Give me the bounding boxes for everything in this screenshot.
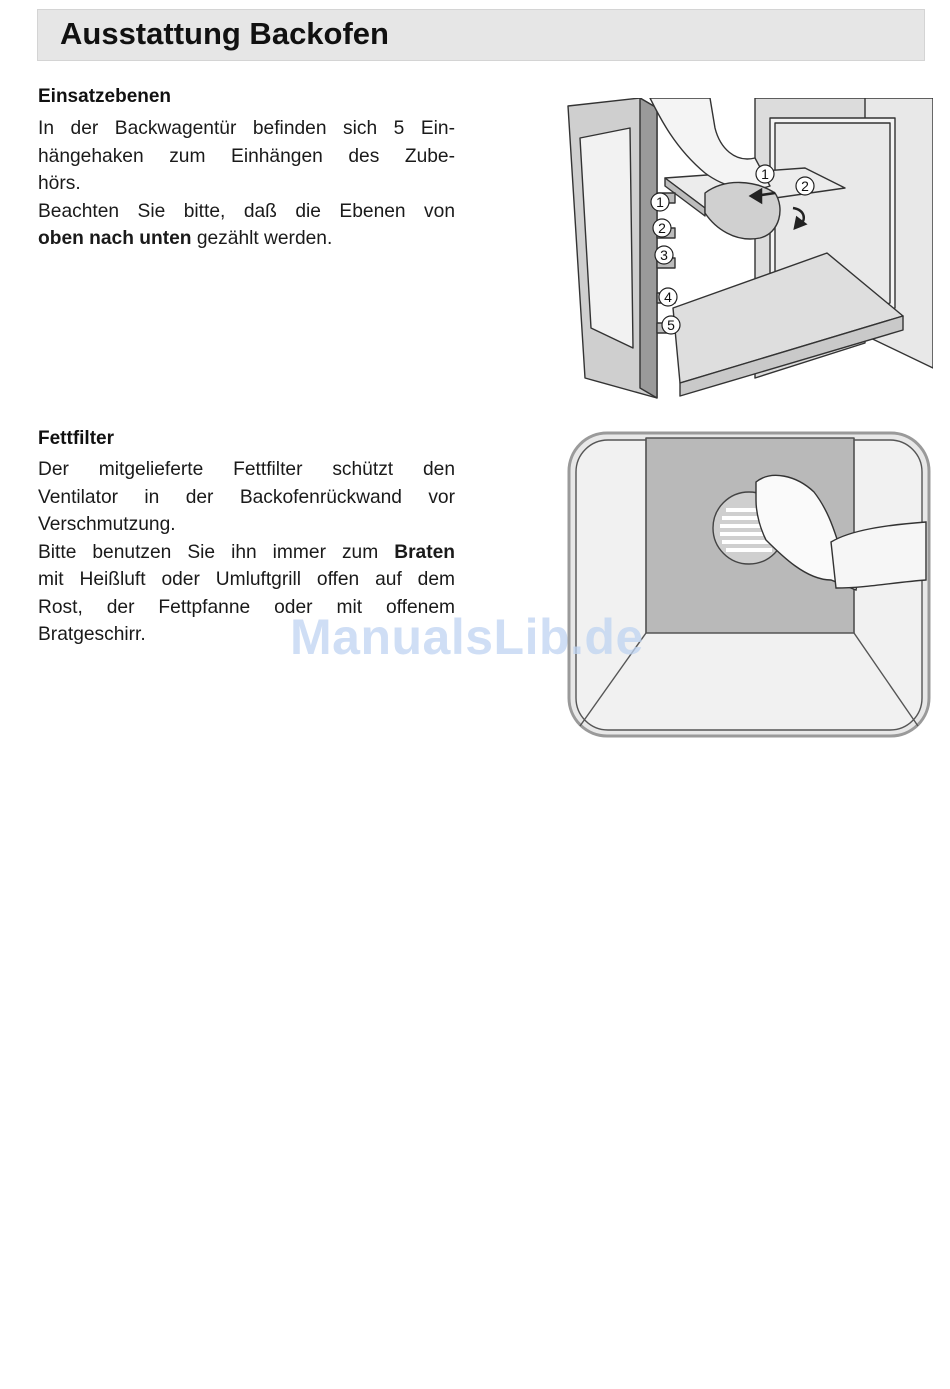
section-heading-fettfilter: Fettfilter xyxy=(38,428,114,449)
section-text-einsatzebenen xyxy=(38,115,455,253)
level-label-1 xyxy=(651,193,669,211)
text-line: In der Backwagentür befinden sich 5 Ein- xyxy=(38,118,455,139)
level-label-text: 3 xyxy=(660,247,668,263)
step-label-text: 1 xyxy=(761,166,769,182)
text-line xyxy=(38,539,455,567)
step-label-text: 2 xyxy=(801,178,809,194)
text-line: Der mitgelieferte Fettfilter schützt den xyxy=(38,459,455,480)
oven-levels-illustration xyxy=(565,98,933,408)
text-line: Beachten Sie bitte, daß die Ebenen von xyxy=(38,200,455,222)
level-label-3 xyxy=(655,246,673,264)
bold-phrase: Braten xyxy=(394,541,455,563)
text-line: Bratgeschirr. xyxy=(38,624,146,645)
level-label-text: 2 xyxy=(658,220,666,236)
page-title: Ausstattung Backofen xyxy=(60,16,389,51)
text-run: gezählt werden. xyxy=(191,228,333,249)
title-bar xyxy=(37,9,925,61)
text-line: Verschmutzung. xyxy=(38,514,176,535)
step-label-1 xyxy=(756,165,774,183)
bold-phrase: oben nach unten xyxy=(38,228,192,249)
level-label-5 xyxy=(662,316,680,334)
grease-filter-illustration xyxy=(566,430,932,740)
text-line xyxy=(38,225,455,253)
text-run: Bitte benutzen Sie ihn immer zum xyxy=(38,541,395,563)
level-label-2 xyxy=(653,219,671,237)
text-line: Rost, der Fettpfanne oder mit offenem xyxy=(38,596,455,618)
text-line: hörs. xyxy=(38,173,81,194)
level-label-4 xyxy=(659,288,677,306)
level-label-text: 5 xyxy=(667,317,675,333)
section-heading-einsatzebenen: Einsatzebenen xyxy=(38,86,172,107)
text-line: mit Heißluft oder Umluftgrill offen auf dem xyxy=(38,569,455,590)
text-line: Ventilator in der Backofenrückwand vor xyxy=(38,486,455,508)
level-label-text: 1 xyxy=(656,194,664,210)
level-label-text: 4 xyxy=(664,289,672,305)
step-label-2 xyxy=(796,177,814,195)
text-line: hängehaken zum Einhängen des Zube- xyxy=(38,145,455,167)
watermark: ManualsLib.de xyxy=(290,609,644,665)
